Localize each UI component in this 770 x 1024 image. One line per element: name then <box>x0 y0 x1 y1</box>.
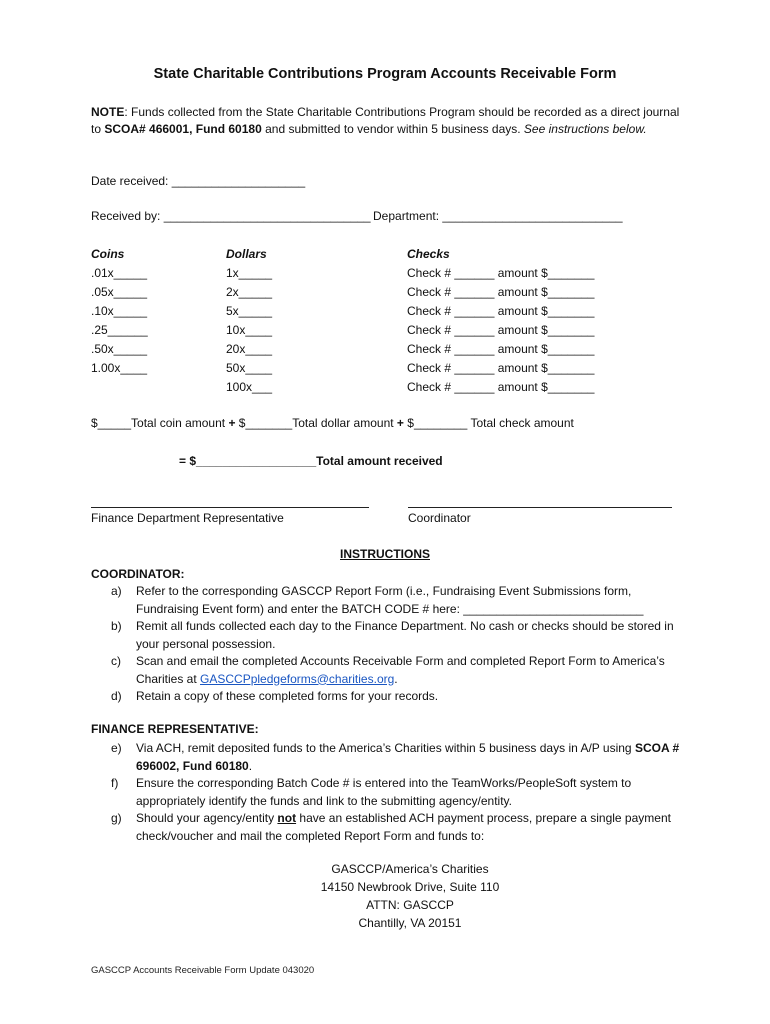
coordinator-heading: COORDINATOR: <box>91 567 185 581</box>
date-received-field: Date received: ____________________ <box>91 174 306 188</box>
coordinator-signature-line <box>408 507 672 508</box>
item-letter: a) <box>111 584 122 598</box>
page-title: State Charitable Contributions Program Accounts Receivable Form <box>153 66 617 82</box>
coin-row: .10x_____ <box>91 304 148 318</box>
note-label: NOTE <box>91 105 125 119</box>
check-row: Check # ______ amount $_______ <box>407 323 595 337</box>
coin-row: .05x_____ <box>91 285 148 299</box>
coin-row: .50x_____ <box>91 342 148 356</box>
checks-header: Checks <box>407 247 450 261</box>
dollar-total-label: Total dollar amount <box>292 416 397 430</box>
item-text: Via ACH, remit deposited funds to the America’s Charities within 5 business days in A/P using <box>136 741 635 755</box>
coin-row: .25______ <box>91 323 148 337</box>
dollar-row: 100x___ <box>226 380 273 394</box>
item-text: Remit all funds collected each day to the Finance Department. No cash or checks should be stored in your personal possession. <box>136 619 674 651</box>
coins-column <box>91 245 148 378</box>
list-item <box>91 653 681 688</box>
note-text-2: and submitted to vendor within 5 business days. <box>261 122 524 136</box>
item-letter: e) <box>111 741 122 755</box>
item-text: Retain a copy of these completed forms for your records. <box>136 689 439 703</box>
coin-total-label: Total coin amount <box>131 416 229 430</box>
dollars-header: Dollars <box>226 247 267 261</box>
item-text: Ensure the corresponding Batch Code # is entered into the TeamWorks/PeopleSoft system to appropriately identify the funds and link to the submitting agency/entity. <box>136 776 632 808</box>
finance-signature-label: Finance Department Representative <box>91 511 284 525</box>
totals-line <box>91 416 574 430</box>
address-line: 14150 Newbrook Drive, Suite 110 <box>320 880 500 894</box>
dollar-row: 20x____ <box>226 342 273 356</box>
item-text-end: . <box>394 671 398 686</box>
coordinator-signature-label: Coordinator <box>408 511 471 525</box>
item-text-end: . <box>248 758 253 773</box>
item-text: Should your agency/entity <box>136 811 278 825</box>
list-item <box>91 740 681 775</box>
address-line: ATTN: GASCCP <box>366 898 454 912</box>
dollar-row: 1x_____ <box>226 266 273 280</box>
dollars-column <box>226 245 272 397</box>
item-text: Refer to the corresponding GASCCP Report Form (i.e., Fundraising Event Submissions form, Fundraising Event form) and enter the BATCH CODE # here: ___________________________ <box>136 584 644 616</box>
total-received-line <box>179 454 443 468</box>
list-item <box>91 810 681 845</box>
item-letter: g) <box>111 811 122 825</box>
check-row: Check # ______ amount $_______ <box>407 342 595 356</box>
dollar-row: 5x_____ <box>226 304 273 318</box>
item-not: not <box>277 811 297 825</box>
check-total-blank: $________ <box>403 416 468 430</box>
list-item <box>91 618 681 653</box>
note-paragraph <box>91 104 691 138</box>
list-item <box>91 775 681 810</box>
note-scoa: SCOA# 466001, Fund 60180 <box>104 122 262 136</box>
page-footer: GASCCP Accounts Receivable Form Update 043020 <box>91 965 315 976</box>
coin-row: .01x_____ <box>91 266 148 280</box>
list-item <box>91 688 681 706</box>
list-item <box>91 583 681 618</box>
dollar-row: 50x____ <box>226 361 273 375</box>
plus-sign: + <box>228 416 236 430</box>
coin-total-blank: $_____ <box>91 416 132 430</box>
finance-instructions <box>91 740 681 845</box>
total-received-blank: = $__________________ <box>179 454 317 468</box>
coins-header: Coins <box>91 247 125 261</box>
received-by-field: Received by: _______________________________ <box>91 209 371 223</box>
instructions-heading: INSTRUCTIONS <box>340 547 430 561</box>
dollar-row: 2x_____ <box>226 285 273 299</box>
department-field: Department: ___________________________ <box>373 209 623 223</box>
finance-heading: FINANCE REPRESENTATIVE: <box>91 722 259 736</box>
total-received-label: Total amount received <box>316 454 443 468</box>
finance-signature-line <box>91 507 369 508</box>
item-letter: b) <box>111 619 122 633</box>
email-link[interactable]: GASCCPpledgeforms@charities.org <box>200 671 395 686</box>
check-row: Check # ______ amount $_______ <box>407 304 595 318</box>
address-line: GASCCP/America’s Charities <box>331 862 489 876</box>
checks-column <box>407 245 594 397</box>
item-letter: d) <box>111 689 122 703</box>
address-line: Chantilly, VA 20151 <box>358 916 462 930</box>
check-total-label: Total check amount <box>467 416 574 430</box>
dollar-total-blank: $_______ <box>235 416 293 430</box>
check-row: Check # ______ amount $_______ <box>407 380 595 394</box>
check-row: Check # ______ amount $_______ <box>407 361 595 375</box>
coin-row: 1.00x____ <box>91 361 148 375</box>
mailing-address <box>0 860 770 932</box>
dollar-row: 10x____ <box>226 323 273 337</box>
item-letter: f) <box>111 776 119 790</box>
item-scoa: SCOA # 696002, Fund 60180 <box>136 741 680 773</box>
check-row: Check # ______ amount $_______ <box>407 266 595 280</box>
note-text-1: : Funds collected from the State Charitable Contributions Program should be recorded as a direct journal to <box>91 105 680 136</box>
note-see-instructions: See instructions below. <box>523 122 647 136</box>
check-row: Check # ______ amount $_______ <box>407 285 595 299</box>
plus-sign: + <box>396 416 404 430</box>
item-text-end: have an established ACH payment process, prepare a single payment check/voucher and mail the completed Report Form and funds to: <box>136 811 671 843</box>
coordinator-instructions <box>91 583 681 706</box>
item-text: Scan and email the completed Accounts Receivable Form and completed Report Form to America’s Charities at <box>136 654 665 686</box>
item-letter: c) <box>111 654 121 668</box>
